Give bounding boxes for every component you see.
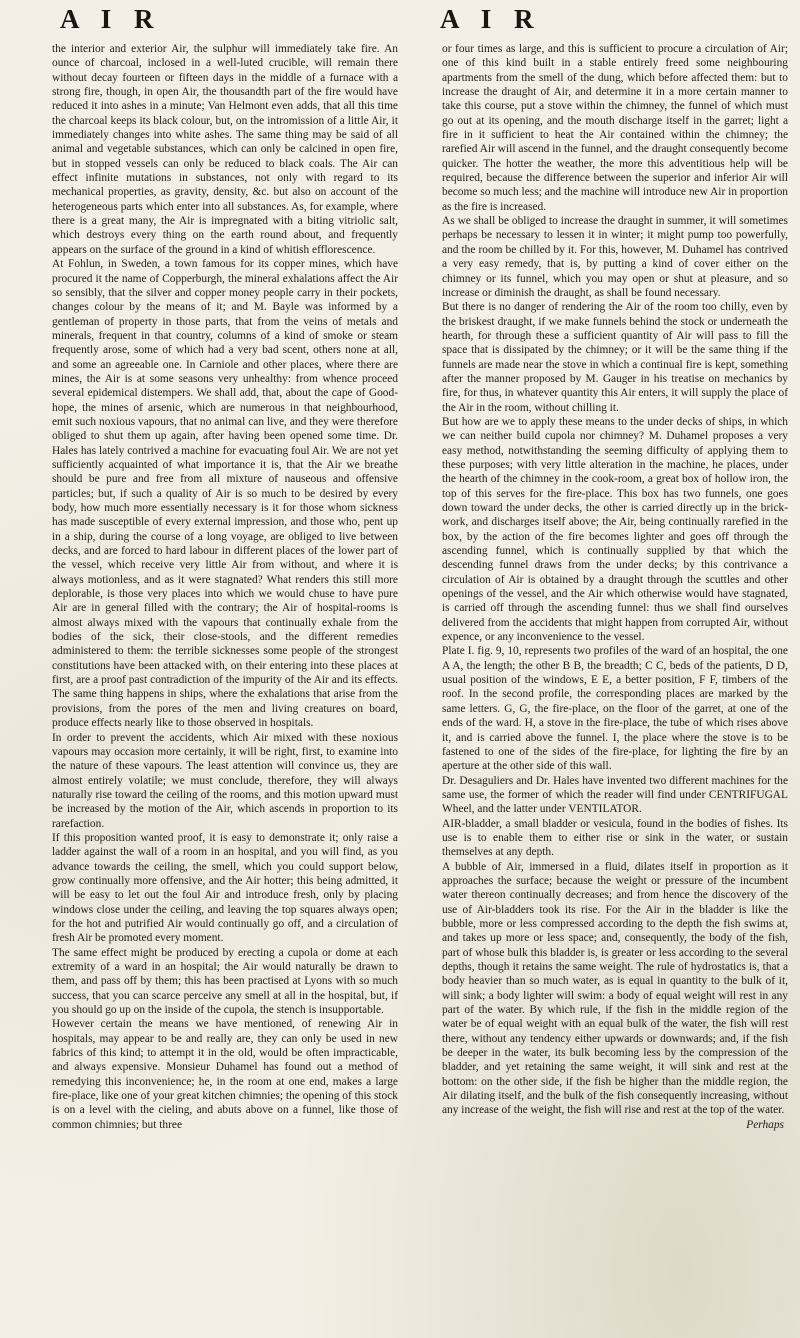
paragraph: or four times as large, and this is sufficient to procure a circulation of Air; one of this kind built in a stable entirely freed some neighbouring apartments from the smell of the dung, which before affected them: but to increase the draught of Air, and determine it in a more certain manner to take this course, put a stove within the chimney, the funnel of which must go out at its opening, and the mouth discharge itself in the garret; light a fire in it sufficient to heat the Air contained within the chimney; the rarefied Air will ascend in the funnel, and the draught consequently become quicker. The hotter the weather, the more this adventitious help will be required, because the difference between the superior and inferior Air will become so much less; and the machine will introduce new Air in proportion as the fire is increased. (442, 43, 788, 213)
paragraph: In order to prevent the accidents, which Air mixed with these noxious vapours may occasion more certainly, it will be right, first, to examine into the nature of these vapours. The least attention will convince us, they are almost entirely volatile; we must conclude, therefore, they will always naturally rise toward the ceiling of the rooms, and this motion upward must be increased by the motion of the Air, which ascends in proportion to its rarefaction. (52, 731, 398, 830)
running-head-right: A I R (440, 4, 542, 34)
paragraph: the interior and exterior Air, the sulphur will immediately take fire. An ounce of charcoal, inclosed in a well-luted crucible, will remain there without decay fourteen or fifteen days in the middle of a furnace with a strong fire, though, in open Air, the thousandth part of the fire would have reduced it into ashes in a minute; Van Helmont even adds, that all this time the charcoal keeps its black colour, but, on the intromission of a little Air, it immediately changes into white ashes. The same thing may be said of all animal and vegetable substances, which can only be calcined in open fire, but in stopped vessels can only be reduced to black coals. The Air can effect infinite mutations in substances, not only with regard to its mechanical properties, as gravity, density, &c. but also on account of the heterogeneous parts which enter into all substances. As, for example, where there is a great many, the Air is impregnated with a biting vitriolic salt, which destroys every thing on the earth round about, and frequently appears on the surface of the ground in a kind of whitish efflorescence. (52, 43, 398, 256)
paragraph: But there is no danger of rendering the Air of the room too chilly, even by the briskest draught, if we make funnels behind the stock or underneath the hearth, for through these a sufficient quantity of Air will pass to fill the space that is dissipated by the chimney; or it will be the same thing if the funnels are made near the stove in which a continual fire is kept, something after the manner proposed by M. Gauger in his treatise on mechanics by fire, for thus, in whatever quantity this Air enters, it will supply the place of the Air in the room, without chilling it. (442, 301, 788, 414)
page-header (0, 4, 800, 38)
paragraph: As we shall be obliged to increase the draught in summer, it will sometimes perhaps be necessary to lessen it in winter; it might pump too powerfully, and the room be chilled by it. For this, however, M. Duhamel has contrived a very easy remedy, that is, by putting a kind of cover either on the chimney or its funnel, which you may open or shut at pleasure, and so increase or diminish the draught, as shall be found necessary. (442, 215, 788, 299)
paragraph: At Fohlun, in Sweden, a town famous for its copper mines, which have procured it the name of Copperburgh, the mineral exhalations affect the Air so sensibly, that the silver and copper money people carry in their pockets, changes colour by the means of it; and M. Bayle was informed by a gentleman of property in those parts, that from the veins of metals and minerals, frequent in that country, columns of a kind of smoke or steam frequently arose, some of which had a very bad scent, others none at all, and some an agreeable one. In Carniole and other places, where there are mines, the Air is at some seasons very unhealthy: from whence proceed several epidemical distempers. We shall add, that, about the cape of Good-hope, the mines of arsenic, which are numerous in that neighbourhood, emit such noxious vapours, that no animal can live, and they were therefore obliged to shut them up again, after having been opened some time. Dr. Hales has lately contrived a machine for evacuating foul Air. We are not yet sufficiently acquainted of what importance it is, that the Air we breathe should be pure and free from all mixture of nauseous and offensive particles; but, if such a quality of Air is so much to be desired by every body, how much more essentially necessary is it for those whom sickness has made susceptible of every external impression, and those who, pent up in a ship, during the course of a long voyage, are obliged to live between decks, and are forced to hard labour in different places of the lower part of the vessel, which receive very little Air from without, and where it is always motionless, and as it were stagnated? What renders this still more deplorable, is those very places into which we would chuse to have pure Air are in general filled with the contrary; the Air of hospital-rooms is almost always mixed with the vapours that continually exhale from the bodies of the sick, their close-stools, and the different remedies administered to them: the terrible sicknesses some people of the strongest constitutions have been attacked with, on their entering into these places at first, are a proof past contradiction of the impurity of the Air and its effects. The same thing happens in ships, where the exhalations that arise from the provisions, from the pores of the men and living creatures on board, produce effects nearly like to those observed in hospitals. (52, 258, 398, 730)
paragraph: If this proposition wanted proof, it is easy to demonstrate it; only raise a ladder against the wall of a room in an hospital, and you will find, as you advance towards the ceiling, the smell, which you could support below, grow continually more offensive, and the Air hotter; this being admitted, it will be easy to let out the foul Air and introduce fresh, only by placing windows close under the ceiling, and leaving the top squares always open; for the hot and putrified Air would continually go off, and a circulation of fresh Air be promoted every moment. (52, 831, 398, 945)
paragraph: However certain the means we have mentioned, of renewing Air in hospitals, may appear to be and really are, they can only be used in new fabrics of this kind; to attempt it in the old, would be often impracticable, and always expensive. Monsieur Duhamel has found out a method of remedying this inconvenience; he, in the room at one end, makes a large fire-place, like one of your great kitchen chimnies; the opening of this stock is on a level with the cieling, and abuts above on a funnel, like those of common chimnies; but three (52, 1018, 398, 1131)
paragraph: A bubble of Air, immersed in a fluid, dilates itself in proportion as it approaches the surface; because the weight or pressure of the incumbent water thereon continually decreases; and from hence the discovery of the use of Air-bladders took its rise. For the Air in the bladder is like the bubble, more or less compressed according to the depth the fish swims at, and takes up more or less space; and, consequently, the body of the fish, part of whose bulk this bladder is, is greater or less according to the several depths, though it retains the same weight. The rule of hydrostatics is, that a body heavier than so much water, as is equal in quantity to the bulk of it, will sink; a body lighter will swim: a body of equal weight will rest in any part of the water. By which rule, if the fish in the middle region of the water be of equal weight with an equal bulk of the water, the fish will rest there, without any tendency either upwards or downwards; and, if the fish be deeper in the water, its bulk becoming less by the compression of the bladder, and yet retaining the same weight, it will sink and rest at the bottom: on the other side, if the fish be higher than the middle region, the Air dilating itself, and the bulk of the fish consequently increasing, without any increase of the weight, the fish will rise and rest at the top of the water. (442, 860, 788, 1117)
text-columns (52, 42, 788, 1322)
paragraph: Plate I. fig. 9, 10, represents two profiles of the ward of an hospital, the one A A, the length; the other B B, the breadth; C C, beds of the patients, D D, usual position of the windows, E E, a better position, F F, timbers of the roof. In the second profile, the corresponding places are marked by the same letters. G, G, the fire-place, on the floor of the garret, at one of the ends of the ward. H, a stove in the fire-place, the tube of which rises above it, and is carried above the funnel. I, the place where the stove is to be fastened to one of the sides of the fire-place, for lighting the fire by an aperture at the other side of this wall. (442, 645, 788, 773)
paragraph: The same effect might be produced by erecting a cupola or dome at each extremity of a ward in an hospital; the Air would naturally be drawn to them, and pass off by them; this has been practised at Lyons with so much success, that you can scarce perceive any smell at all in the hospital, but, if you should go up on the inside of the cupola, the stench is insupportable. (52, 946, 398, 1017)
right-column (442, 42, 788, 1322)
running-head-left: A I R (60, 4, 162, 34)
entry-air-bladder: AIR-bladder, a small bladder or vesicula, found in the bodies of fishes. Its use is to enable them to either rise or sink in the water, or sustain themselves at any depth. (442, 817, 788, 859)
catchword: Perhaps (746, 1118, 784, 1131)
paragraph: Dr. Desaguliers and Dr. Hales have invented two different machines for the same use, the former of which the reader will find under CENTRIFUGAL Wheel, and the latter under VENTILATOR. (442, 774, 788, 816)
left-column (52, 42, 398, 1322)
paragraph: But how are we to apply these means to the under decks of ships, in which we can neither build cupola nor chimney? M. Duhamel proposes a very easy method, notwithstanding the seeming difficulty of applying them to these purposes; with very little alteration in the machine, he places, under the hearth of the chimney in the cook-room, a great box of hollow iron, the top of this serves for the fire-place. This box has two funnels, one goes down toward the under decks, the other is carried directly up in the brick-work, and discharges itself above; the Air, being continually rarefied in the box, by the action of the fire becomes lighter and goes off through the ascending funnel, which is continually supplied by that which the descending funnel draws from the under decks; by this contrivance a circulation of Air is obtained by a draught through the scuttles and other openings of the vessel, and the Air which otherwise would have stagnated, is carried off through the ascending funnel: thus we shall find ourselves delivered from the accidents that might happen from corrupted Air, without expence, or any inconvenience to the vessel. (442, 415, 788, 644)
